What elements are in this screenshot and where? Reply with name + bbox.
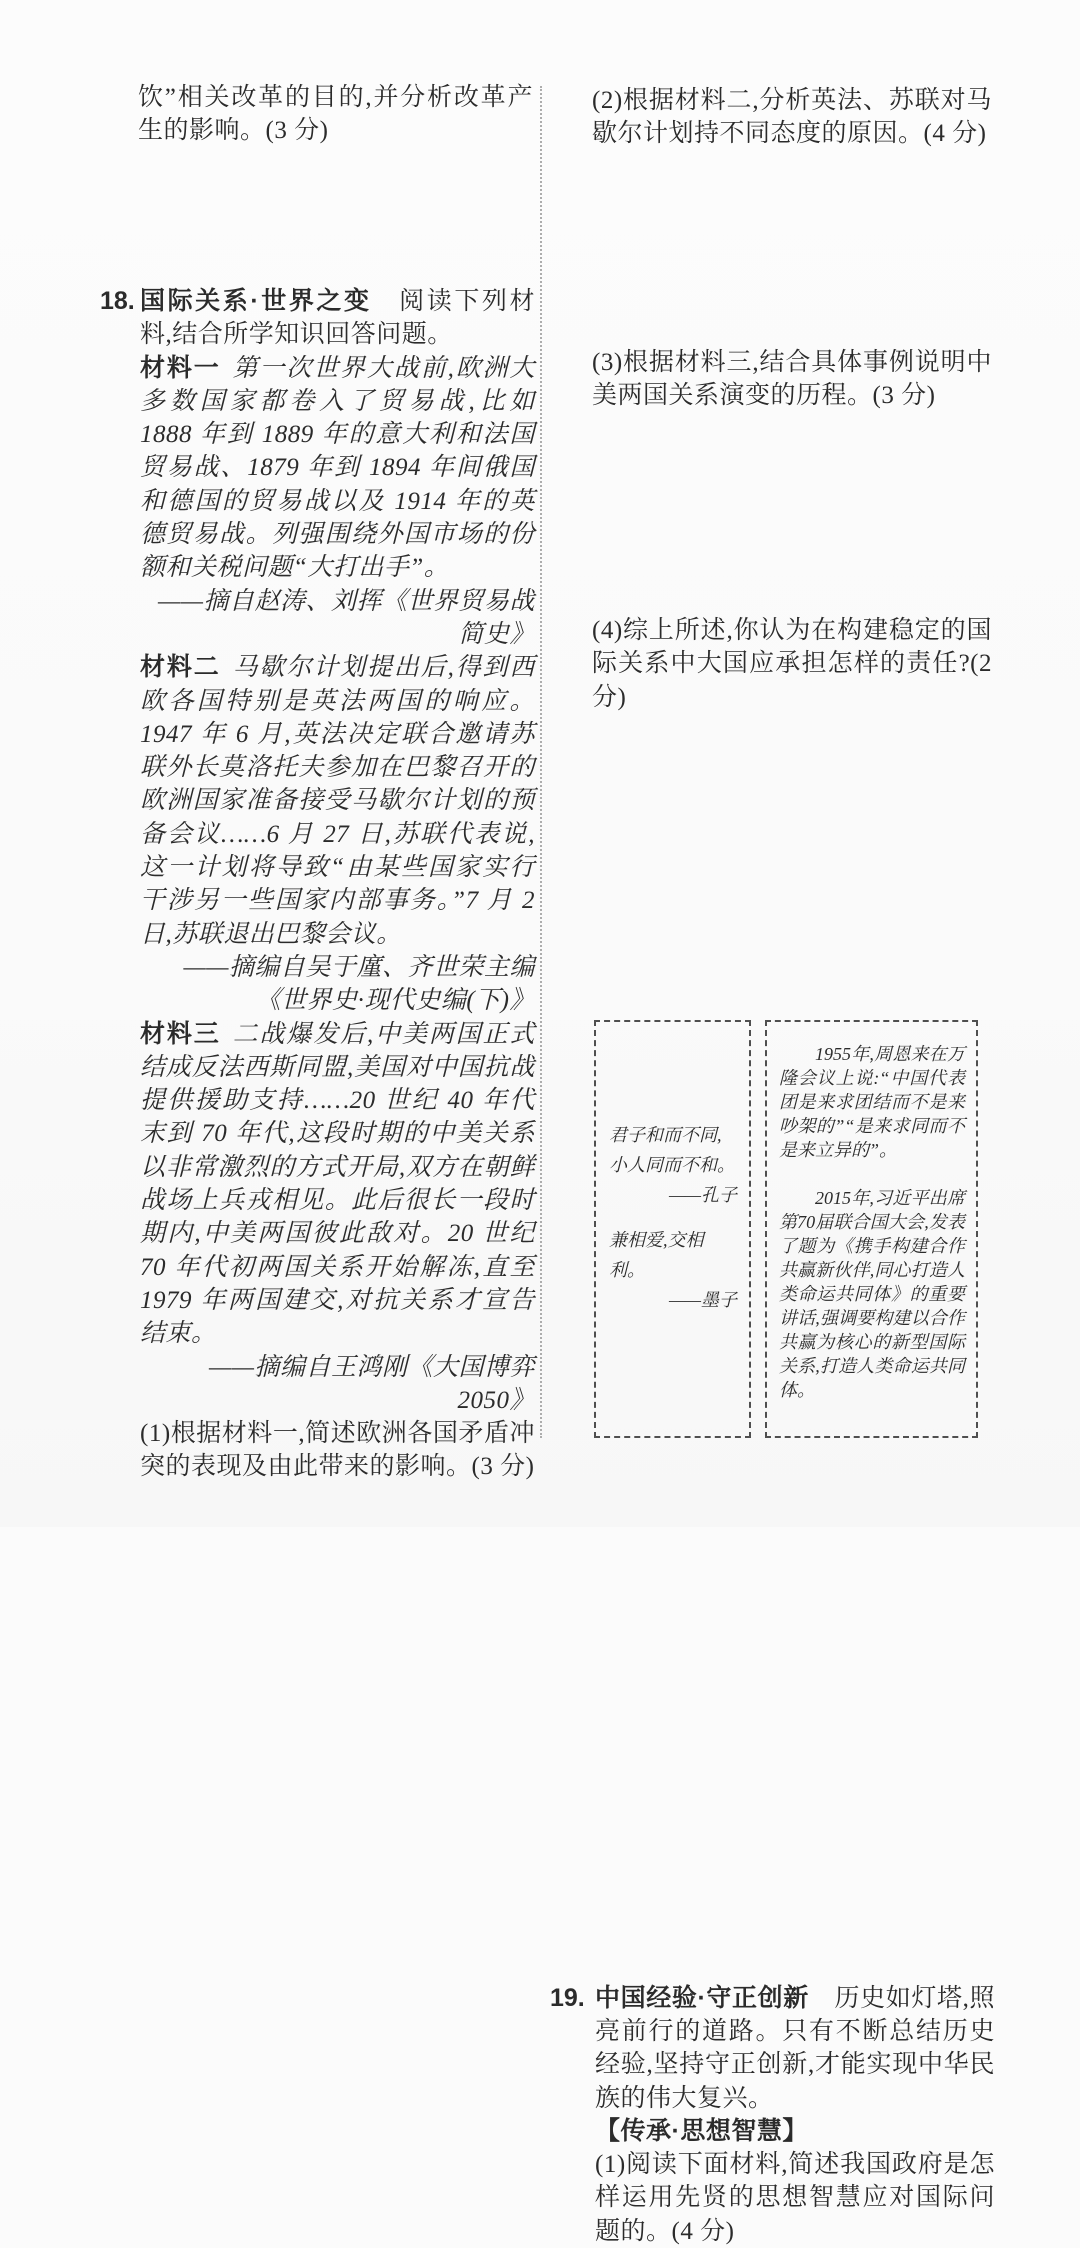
confucius-quote-line1: 君子和而不同, (609, 1125, 722, 1145)
material-2-text: 马歇尔计划提出后,得到西欧各国特别是英法两国的响应。1947 年 6 月,英法决定联合邀请苏联外长莫洛托夫参加在巴黎召开的欧洲国家准备接受马歇尔计划的预备会议……6 月 27 日,苏联代表说,这一计划将导致“由某些国家实行干涉另一些国家内部事务。”7 月 2 日,苏联退出巴黎会议。 (140, 654, 535, 948)
question-18-topic: 国际关系·世界之变 (140, 287, 372, 315)
question-18 (100, 285, 535, 1484)
mozi-attribution: ——墨子 (668, 1290, 737, 1310)
quote-box-modern-diplomacy (765, 1020, 978, 1438)
question-18-lead: 阅读下列材料,结合所学知识回答问题。 (140, 288, 535, 349)
material-3 (140, 1018, 535, 1351)
material-3-label: 材料三 (140, 1019, 221, 1048)
question-18-sub4-text: (4)综上所述,你认为在构建稳定的国际关系中大国应承担怎样的责任?(2 分) (592, 617, 992, 711)
question-19 (550, 1982, 995, 2248)
question-18-sub2-text: (2)根据材料二,分析英法、苏联对马歇尔计划持不同态度的原因。(4 分) (592, 87, 992, 148)
continuation-text: 饮”相关改革的目的,并分析改革产生的影响。(3 分) (138, 84, 533, 145)
material-2-source-line1: ——摘编自吴于廑、齐世荣主编 (183, 953, 535, 981)
confucius-attribution: ——孔子 (668, 1185, 737, 1205)
material-2-source-line2: 《世界史·现代史编(下)》 (255, 987, 535, 1015)
material-3-source: ——摘编自王鸿刚《大国博弈 2050》 (209, 1353, 535, 1414)
material-2-label: 材料二 (140, 653, 221, 682)
question-17-continuation (138, 81, 533, 148)
question-19-lead: 历史如灯塔,照亮前行的道路。只有不断总结历史经验,坚持守正创新,才能实现中华民族的伟大复兴。 (595, 1984, 995, 2112)
material-1 (140, 352, 535, 585)
question-19-sub1: (1)阅读下面材料,简述我国政府是怎样运用先贤的思想智慧应对国际问题的。(4 分) (595, 2151, 995, 2245)
question-19-number: 19. (550, 1983, 585, 2012)
question-18-number: 18. (100, 287, 135, 315)
xi-jinping-2015-paragraph: 2015年,习近平出席第70届联合国大会,发表了题为《携手构建合作共赢新伙伴,同心打造人类命运共同体》的重要讲话,强调要构建以合作共赢为核心的新型国际关系,打造人类命运共同体。 (779, 1188, 965, 1400)
question-18-sub2 (592, 84, 992, 151)
question-18-sub1: (1)根据材料一,简述欧洲各国矛盾冲突的表现及由此带来的影响。(3 分) (140, 1420, 535, 1481)
material-3-text: 二战爆发后,中美两国正式结成反法西斯同盟,美国对中国抗战提供援助支持……20 世纪 40 年代末到 70 年代,这段时期的中美关系以非常激烈的方式开局,双方在朝鲜战场上兵戎相见。此后很长一段时期内,中美两国彼此敌对。20 世纪 70 年代初两国关系开始解冻,直至 1979 年两国建交,对抗关系才宣告结束。 (140, 1020, 535, 1348)
question-18-stem (140, 285, 535, 352)
question-18-sub3-text: (3)根据材料三,结合具体事例说明中美两国关系演变的历程。(3 分) (592, 349, 992, 410)
column-divider (540, 86, 542, 1438)
material-1-text: 第一次世界大战前,欧洲大多数国家都卷入了贸易战,比如 1888 年到 1889 年的意大利和法国贸易战、1879 年到 1894 年间俄国和德国的贸易战以及 1914 年的英德贸易战。列强围绕外国市场的份额和关税问题“大打出手”。 (140, 354, 535, 582)
question-18-sub4 (592, 614, 992, 714)
question-19-topic: 中国经验·守正创新 (595, 1983, 809, 2012)
material-1-source: ——摘自赵涛、刘挥《世界贸易战简史》 (158, 587, 535, 648)
zhou-enlai-1955-paragraph: 1955年,周恩来在万隆会议上说:“中国代表团是来求团结而不是来吵架的”“是来求同而不是来立异的”。 (779, 1044, 965, 1160)
mozi-quote-line: 兼相爱,交相利。 (609, 1230, 704, 1280)
question-18-sub3 (592, 346, 992, 413)
question-19-stem (595, 1982, 995, 2115)
question-19-section-heading: 【传承·思想智慧】 (595, 2116, 808, 2145)
material-2 (140, 651, 535, 951)
material-1-label: 材料一 (140, 353, 221, 382)
quote-box-sages (594, 1020, 751, 1438)
confucius-quote-line2: 小人同而不和。 (609, 1155, 735, 1175)
